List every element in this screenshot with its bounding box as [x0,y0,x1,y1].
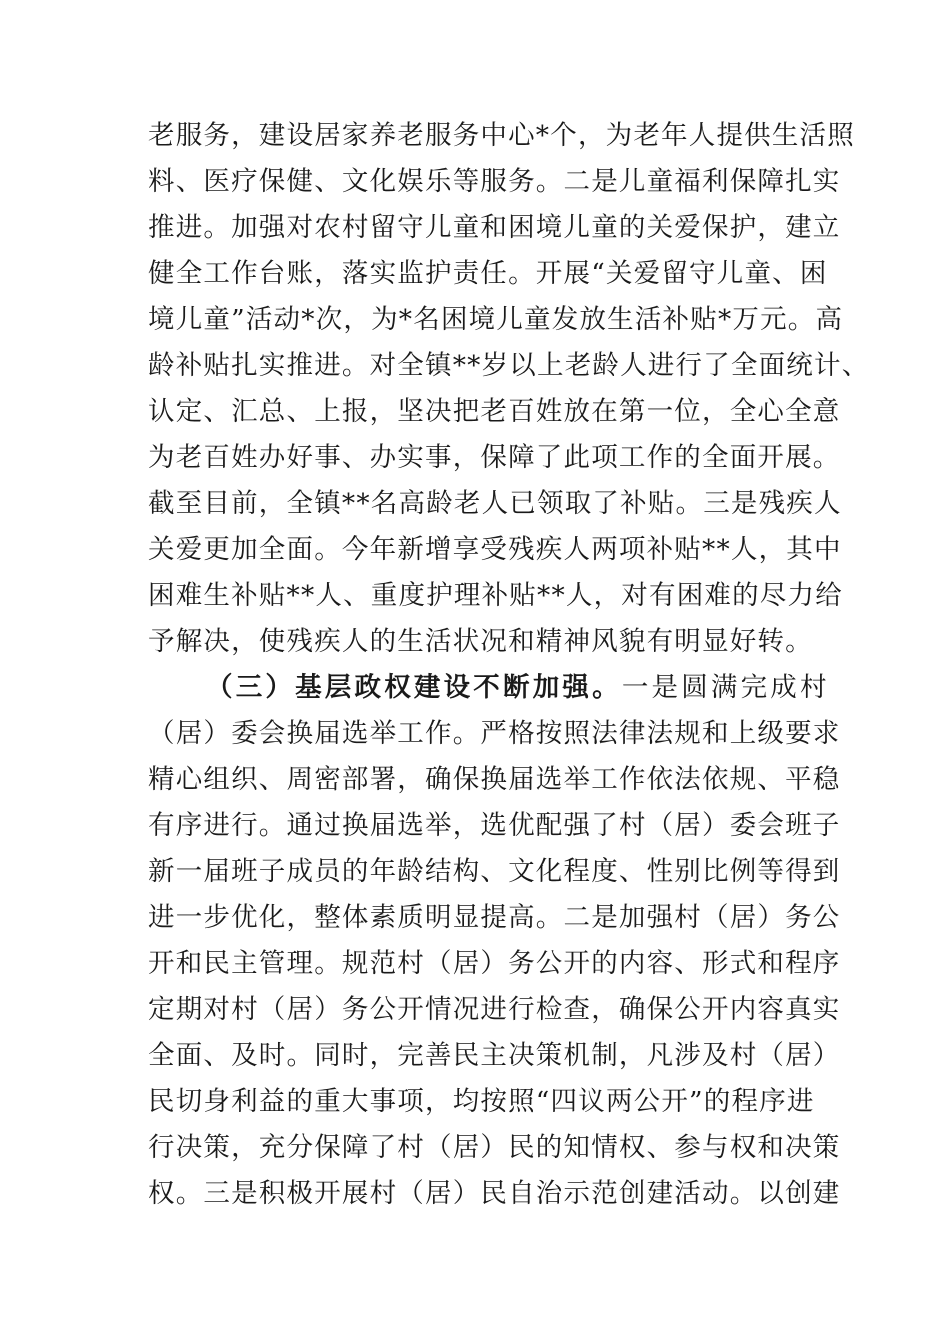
text-line: 认定、汇总、上报，坚决把老百姓放在第一位，全心全意 [148,396,841,427]
text-line: 进一步优化，整体素质明显提高。二是加强村（居）务公 [148,902,841,933]
text-line: （居）委会换届选举工作。严格按照法律法规和上级要求 [148,718,841,749]
text-line: 予解决，使残疾人的生活状况和精神风貌有明显好转。 [148,626,813,657]
document-body [148,113,870,1217]
section-heading: （三）基层政权建设不断加强。 [206,672,622,703]
text-line: 精心组织、周密部署，确保换届选举工作依法依规、平稳 [148,764,841,795]
text-line: 行决策，充分保障了村（居）民的知情权、参与权和决策 [148,1132,841,1163]
section-first-line-text: 一是圆满完成村 [621,672,830,703]
text-line: 有序进行。通过换届选举，选优配强了村（居）委会班子 [148,810,841,841]
text-line: 困难生补贴**人、重度护理补贴**人，对有困难的尽力给 [148,580,843,611]
text-line: 龄补贴扎实推进。对全镇**岁以上老龄人进行了全面统计、 [148,350,870,381]
text-line: 为老百姓办好事、办实事，保障了此项工作的全面开展。 [148,442,841,473]
text-line: 开和民主管理。规范村（居）务公开的内容、形式和程序 [148,948,841,979]
text-line: 截至目前，全镇**名高龄老人已领取了补贴。三是残疾人 [148,488,842,519]
text-line: 民切身利益的重大事项，均按照“四议两公开”的程序进 [148,1086,815,1117]
text-line: 全面、及时。同时，完善民主决策机制，凡涉及村（居） [148,1040,841,1071]
text-line: 定期对村（居）务公开情况进行检查，确保公开内容真实 [148,994,841,1025]
text-line: 关爱更加全面。今年新增享受残疾人两项补贴**人，其中 [148,534,842,565]
text-line: 老服务，建设居家养老服务中心*个，为老年人提供生活照 [148,120,855,151]
text-line: 境儿童”活动*次，为*名困境儿童发放生活补贴*万元。高 [148,304,844,335]
text-line: 健全工作台账，落实监护责任。开展“关爱留守儿童、困 [148,258,828,289]
text-line: 料、医疗保健、文化娱乐等服务。二是儿童福利保障扎实 [148,166,841,197]
text-line: 推进。加强对农村留守儿童和困境儿童的关爱保护，建立 [148,212,841,243]
text-line: 权。三是积极开展村（居）民自治示范创建活动。以创建 [148,1178,841,1209]
section-heading-line [148,665,838,711]
text-line: 新一届班子成员的年龄结构、文化程度、性别比例等得到 [148,856,841,887]
